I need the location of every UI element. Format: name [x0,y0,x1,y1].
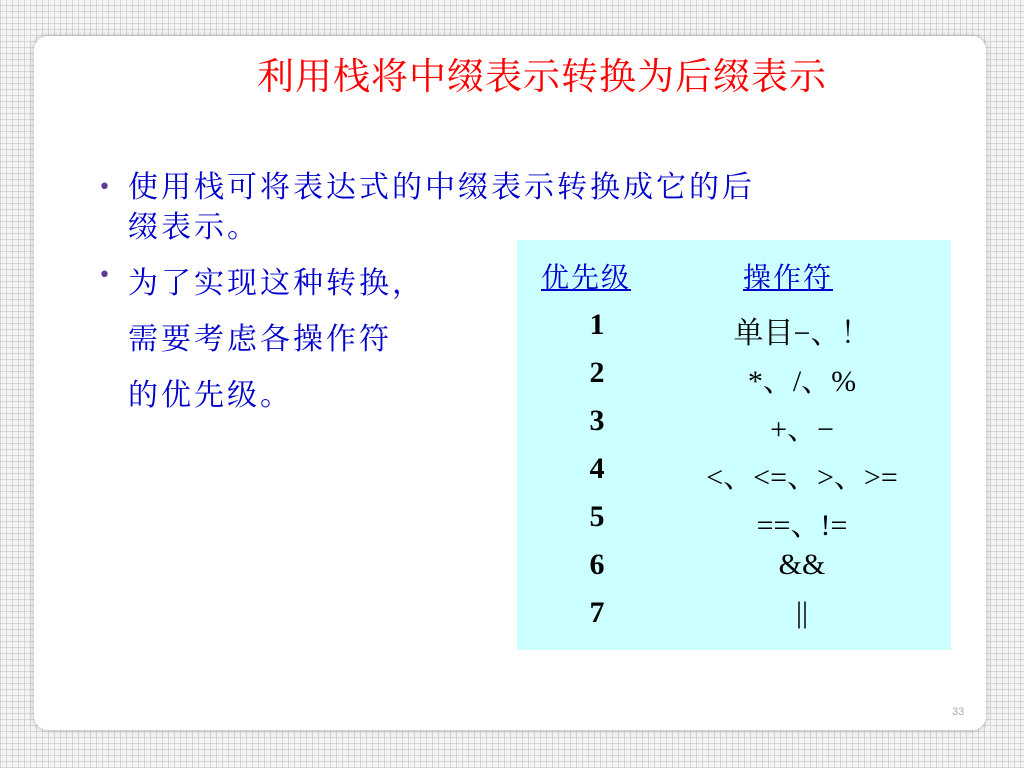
priority-value: 6 [589,548,605,581]
table-header-priority: 优先级 [541,261,632,294]
operator-list: +、− [770,413,834,446]
operator-list: <、<=、>、>= [706,461,898,494]
table-header-operator: 操作符 [743,261,834,294]
bullet-item [92,256,508,424]
priority-value: 3 [589,404,605,437]
bullet-text-line: 的优先级。 [128,378,293,413]
table-row [517,500,951,540]
bullet-text-line: 使用栈可将表达式的中缀表示转换成它的后 [128,170,755,205]
bullet-text-line: 缀表示。 [128,210,260,245]
bullet-marker: • [98,263,114,288]
bullet-text-line: 需要考虑各操作符 [128,322,392,357]
operator-list: || [795,596,808,629]
operator-list: ==、!= [756,509,848,542]
priority-value: 2 [589,356,605,389]
table-row [517,404,951,444]
operator-list: *、/、% [747,365,857,398]
slide-title: 利用栈将中缀表示转换为后缀表示 [257,55,827,98]
priority-value: 5 [589,500,605,533]
table-row [517,452,951,492]
bullet-item [92,168,948,248]
priority-table [517,240,951,650]
operator-list: && [778,548,826,581]
table-row [517,356,951,396]
bullet-text-line: 为了实现这种转换， [128,266,425,301]
table-row [517,548,951,588]
page-number: 33 [952,706,965,718]
priority-value: 4 [589,452,605,485]
priority-value: 7 [589,596,605,629]
table-row [517,308,951,348]
bullet-marker: • [98,175,114,200]
operator-list: 单目−、！ [733,317,871,350]
priority-value: 1 [589,308,605,341]
table-row [517,596,951,636]
